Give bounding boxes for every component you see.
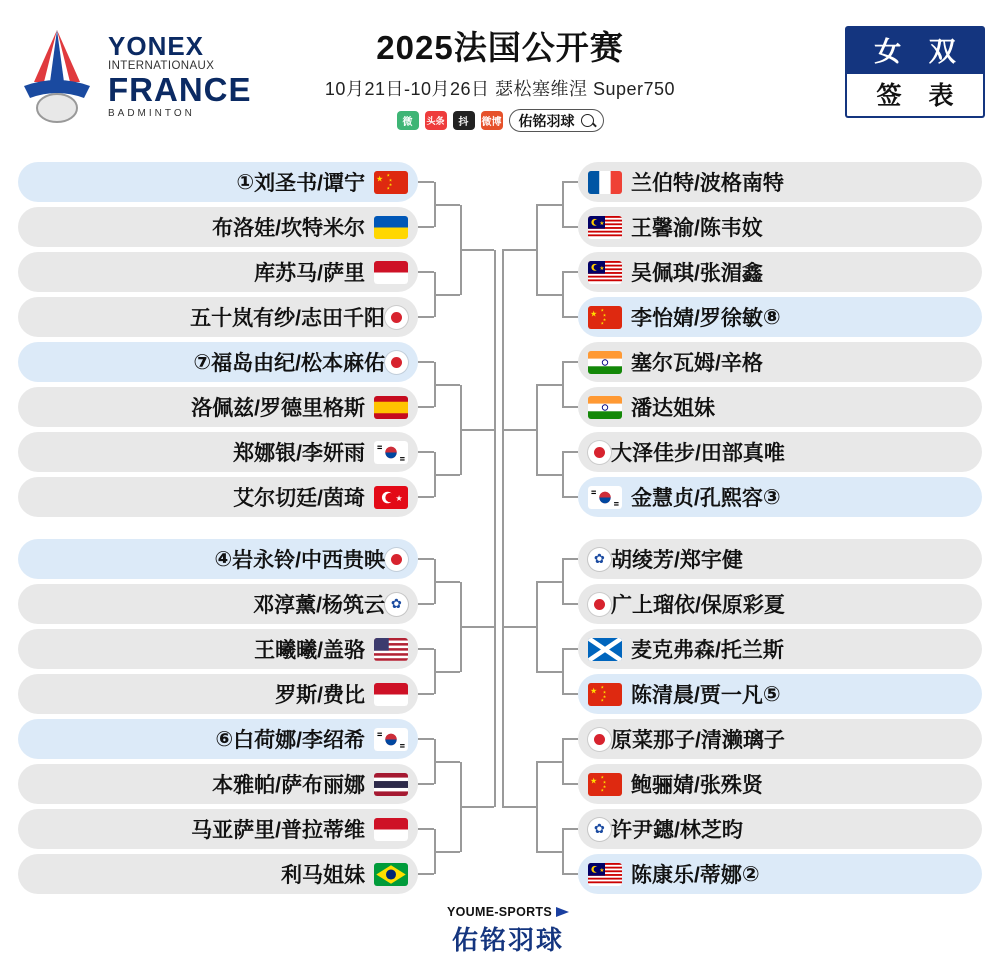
seed-number: ⑥ [215, 727, 234, 751]
flag-my [588, 261, 622, 284]
svg-text:★: ★ [386, 184, 391, 190]
svg-text:★: ★ [590, 308, 598, 318]
bracket-connector [562, 649, 564, 694]
bracket-connector [502, 806, 536, 808]
player-name: 兰伯特/波格南特 [631, 172, 784, 195]
flag-dot [594, 447, 605, 458]
bracket-slot-right-13[interactable] [578, 719, 982, 759]
player-name: 艾尔切廷/茵琦 [233, 487, 365, 510]
logo-line3: FRANCE [108, 71, 252, 109]
bracket-connector [562, 829, 564, 874]
bracket-connector [460, 806, 494, 808]
bracket-connector [562, 226, 578, 228]
douyin-icon[interactable]: 抖 [453, 111, 475, 130]
bracket-connector [418, 226, 434, 228]
svg-text:★: ★ [602, 316, 607, 322]
bracket-connector [536, 851, 562, 853]
bracket-connector [536, 474, 562, 476]
flag-jp [588, 441, 611, 464]
bracket-slot-left-8[interactable] [18, 477, 418, 517]
logo-line2: INTERNATIONAUX [108, 59, 215, 72]
search-icon [581, 114, 594, 127]
flag-id [374, 683, 408, 706]
player-name: 陈康乐/蒂娜 [631, 864, 742, 887]
player-name: 马亚萨里/普拉蒂维 [191, 819, 365, 842]
bracket-slot-right-6[interactable] [578, 387, 982, 427]
bracket-connector [418, 693, 434, 695]
bracket-connector [418, 558, 434, 560]
flag-tw: ✿ [588, 818, 611, 841]
svg-text:★: ★ [388, 176, 393, 182]
bracket-slot-right-3[interactable] [578, 252, 982, 292]
toutiao-icon[interactable]: 头条 [425, 111, 447, 130]
bracket-connector [562, 783, 578, 785]
bracket-connector [562, 738, 578, 740]
player-name: 布洛娃/坎特米尔 [212, 217, 365, 240]
bracket-connector [562, 828, 578, 830]
player-name: 利马姐妹 [281, 864, 365, 887]
player-name: 王馨渝/陈韦妏 [631, 217, 763, 240]
flag-cn [588, 773, 622, 796]
flag-kr [374, 728, 408, 751]
bracket-connector [562, 182, 564, 227]
seed-number: ② [741, 862, 760, 886]
seed-number: ⑤ [762, 682, 781, 706]
bracket-slot-left-3[interactable] [18, 252, 418, 292]
bracket-slot-left-2[interactable] [18, 207, 418, 247]
flag-dot [391, 357, 402, 368]
flag-ua [374, 216, 408, 239]
svg-text:★: ★ [388, 181, 393, 187]
category-discipline: 女 双 [845, 26, 985, 74]
bracket-connector [562, 362, 564, 407]
player-name: 吴佩琪/张湄鑫 [631, 262, 763, 285]
player-name: 大泽佳步/田部真唯 [611, 442, 785, 465]
bracket-connector [562, 693, 578, 695]
bracket-connector [562, 873, 578, 875]
bracket-connector [434, 851, 460, 853]
bracket-connector [434, 384, 460, 386]
flag-kr [588, 486, 622, 509]
flag-es [374, 396, 408, 419]
bracket-slot-left-14[interactable] [18, 764, 418, 804]
bracket-connector [502, 429, 536, 431]
bracket-slot-left-11[interactable] [18, 629, 418, 669]
bracket-connector [562, 558, 578, 560]
bracket-connector [562, 181, 578, 183]
player-name: 王曦曦/盖骆 [254, 639, 365, 662]
svg-text:★: ★ [602, 693, 607, 699]
bracket-connector [418, 828, 434, 830]
logo-line4: BADMINTON [108, 108, 195, 120]
bracket-connector [536, 205, 538, 295]
seed-number: ⑧ [762, 305, 781, 329]
bracket-slot-left-13[interactable] [18, 719, 418, 759]
svg-text:★: ★ [600, 307, 605, 313]
bracket-connector [418, 648, 434, 650]
bracket-connector [494, 340, 496, 717]
flag-cn [374, 171, 408, 194]
bracket-slot-right-5[interactable] [578, 342, 982, 382]
bracket-connector [536, 671, 562, 673]
flag-sc [588, 638, 622, 661]
player-name: 李怡婧/罗徐敏 [631, 307, 763, 330]
flag-id [374, 818, 408, 841]
bracket-connector [536, 582, 538, 672]
bracket-slot-left-7[interactable] [18, 432, 418, 472]
player-name: 广上瑠依/保原彩夏 [611, 594, 785, 617]
bracket-connector [418, 406, 434, 408]
svg-text:★: ★ [602, 311, 607, 317]
bracket-slot-right-15[interactable] [578, 809, 982, 849]
flag-dot [391, 312, 402, 323]
bracket-connector [536, 581, 562, 583]
footer-brand-cn: 佑铭羽球 [451, 925, 564, 955]
search-pill[interactable] [509, 109, 604, 132]
bracket-slot-left-15[interactable] [18, 809, 418, 849]
bracket-connector [434, 204, 460, 206]
seed-number: ⑦ [193, 350, 212, 374]
bracket [0, 150, 1000, 960]
svg-text:★: ★ [602, 688, 607, 694]
logo-brand: YONEX [108, 30, 205, 61]
bracket-connector [562, 406, 578, 408]
bracket-connector [434, 671, 460, 673]
bracket-connector [502, 340, 504, 717]
bracket-connector [562, 451, 578, 453]
wechat-icon[interactable]: 微 [397, 111, 419, 130]
bracket-connector [562, 452, 564, 497]
bracket-connector [434, 294, 460, 296]
player-name: 五十岚有纱/志田千阳 [190, 307, 385, 330]
bracket-slot-left-1[interactable] [18, 162, 418, 202]
flag-th [374, 773, 408, 796]
bracket-connector [434, 761, 460, 763]
bracket-connector [460, 626, 494, 628]
svg-text:★: ★ [599, 220, 605, 227]
svg-text:★: ★ [600, 696, 605, 702]
flag-in [588, 351, 622, 374]
bracket-slot-right-14[interactable] [578, 764, 982, 804]
bracket-slot-right-16[interactable] [578, 854, 982, 894]
player-name: 福岛由纪/松本麻佑 [211, 352, 385, 375]
bracket-slot-right-7[interactable] [578, 432, 982, 472]
player-name: 潘达姐妹 [631, 397, 715, 420]
player-name: 塞尔瓦姆/辛格 [631, 352, 763, 375]
bracket-connector [562, 559, 564, 604]
player-name: 库苏马/萨里 [254, 262, 365, 285]
bracket-connector [418, 181, 434, 183]
bracket-connector [536, 761, 562, 763]
flag-dot [391, 554, 402, 565]
bracket-connector [562, 361, 578, 363]
bracket-connector [562, 271, 578, 273]
flag-in [588, 396, 622, 419]
flag-fr [588, 171, 622, 194]
svg-text:★: ★ [590, 775, 598, 785]
flag-kr [374, 441, 408, 464]
bracket-connector [418, 271, 434, 273]
player-name: 鲍骊婧/张殊贤 [631, 774, 763, 797]
bracket-connector [562, 316, 578, 318]
bracket-connector [418, 361, 434, 363]
category-draw-label: 签 表 [845, 74, 985, 118]
bracket-slot-right-4[interactable] [578, 297, 982, 337]
svg-text:★: ★ [600, 684, 605, 690]
bracket-connector [536, 384, 562, 386]
bracket-slot-left-12[interactable] [18, 674, 418, 714]
bracket-slot-right-9[interactable] [578, 539, 982, 579]
flag-dot [594, 599, 605, 610]
bracket-slot-right-1[interactable] [578, 162, 982, 202]
flag-jp [588, 593, 611, 616]
flag-my [588, 216, 622, 239]
player-name: 麦克弗森/托兰斯 [631, 639, 784, 662]
bracket-connector [562, 648, 578, 650]
flag-jp [588, 728, 611, 751]
bracket-connector [418, 451, 434, 453]
bracket-slot-left-16[interactable] [18, 854, 418, 894]
svg-text:★: ★ [602, 778, 607, 784]
flag-jp [385, 306, 408, 329]
bracket-connector [502, 626, 536, 628]
bracket-slot-right-10[interactable] [578, 584, 982, 624]
bracket-slot-right-11[interactable] [578, 629, 982, 669]
bracket-connector [562, 496, 578, 498]
player-name: 金慧贞/孔熙容 [631, 487, 763, 510]
flag-tr [374, 486, 408, 509]
bracket-connector [460, 429, 494, 431]
svg-text:★: ★ [600, 786, 605, 792]
player-name: 白荷娜/李绍希 [233, 729, 365, 752]
player-name: 许尹鏸/林芝昀 [611, 819, 743, 842]
svg-text:★: ★ [599, 867, 605, 874]
player-name: 郑娜银/李妍雨 [233, 442, 365, 465]
seed-number: ① [236, 170, 255, 194]
flag-cn [588, 306, 622, 329]
bracket-connector [502, 249, 536, 251]
flag-tw: ✿ [588, 548, 611, 571]
seed-number: ③ [762, 485, 781, 509]
page-title: 2025法国公开赛 [376, 29, 624, 66]
svg-text:★: ★ [600, 774, 605, 780]
svg-text:★: ★ [600, 319, 605, 325]
bracket-connector [434, 474, 460, 476]
bracket-slot-right-12[interactable] [578, 674, 982, 714]
footer-brand-text: YOUME-SPORTS [447, 905, 552, 919]
bracket-slot-left-5[interactable] [18, 342, 418, 382]
flag-my [588, 863, 622, 886]
svg-text:★: ★ [590, 685, 598, 695]
player-name: 陈清晨/贾一凡 [631, 684, 763, 707]
flag-us [374, 638, 408, 661]
bracket-connector [418, 603, 434, 605]
bracket-connector [460, 249, 494, 251]
player-name: 刘圣书/谭宁 [254, 172, 365, 195]
footer-brand-en [438, 905, 578, 919]
bracket-connector [418, 496, 434, 498]
player-name: 本雅帕/萨布丽娜 [212, 774, 365, 797]
bracket-connector [536, 294, 562, 296]
svg-text:★: ★ [599, 265, 605, 272]
category-badge [845, 26, 985, 118]
bracket-slot-left-10[interactable] [18, 584, 418, 624]
bracket-connector [536, 385, 538, 475]
bracket-connector [434, 581, 460, 583]
bracket-connector [418, 783, 434, 785]
player-name: 邓淳薰/杨筑云 [253, 594, 385, 617]
bracket-connector [562, 272, 564, 317]
player-name: 原菜那子/清濑璃子 [611, 729, 785, 752]
flag-id [374, 261, 408, 284]
flag-cn [588, 683, 622, 706]
player-name: 罗斯/费比 [275, 684, 365, 707]
flag-dot [594, 734, 605, 745]
weibo-icon[interactable]: 微博 [481, 111, 503, 130]
svg-text:★: ★ [395, 493, 403, 503]
svg-text:★: ★ [376, 173, 384, 183]
wing-icon [556, 907, 569, 917]
svg-text:★: ★ [602, 783, 607, 789]
bracket-slot-left-4[interactable] [18, 297, 418, 337]
flag-jp [385, 351, 408, 374]
bracket-slot-right-2[interactable] [578, 207, 982, 247]
bracket-slot-right-8[interactable] [578, 477, 982, 517]
bracket-connector [536, 762, 538, 852]
seed-number: ④ [214, 547, 233, 571]
bracket-connector [418, 873, 434, 875]
flag-tw: ✿ [385, 593, 408, 616]
svg-text:★: ★ [386, 172, 391, 178]
page-subtitle: 10月21日-10月26日 瑟松塞维涅 Super750 [324, 79, 676, 99]
player-name: 胡绫芳/郑宇健 [611, 549, 743, 572]
flag-jp [385, 548, 408, 571]
bracket-connector [562, 603, 578, 605]
bracket-connector [418, 316, 434, 318]
bracket-connector [418, 738, 434, 740]
bracket-connector [536, 204, 562, 206]
page-header [0, 0, 1000, 150]
bracket-connector [562, 739, 564, 784]
flag-br [374, 863, 408, 886]
player-name: 岩永铃/中西贵映 [232, 549, 385, 572]
bracket-slot-left-9[interactable] [18, 539, 418, 579]
player-name: 洛佩兹/罗德里格斯 [191, 397, 365, 420]
footer-logo [438, 905, 578, 957]
bracket-slot-left-6[interactable] [18, 387, 418, 427]
search-pill-label: 佑铭羽球 [518, 112, 575, 129]
